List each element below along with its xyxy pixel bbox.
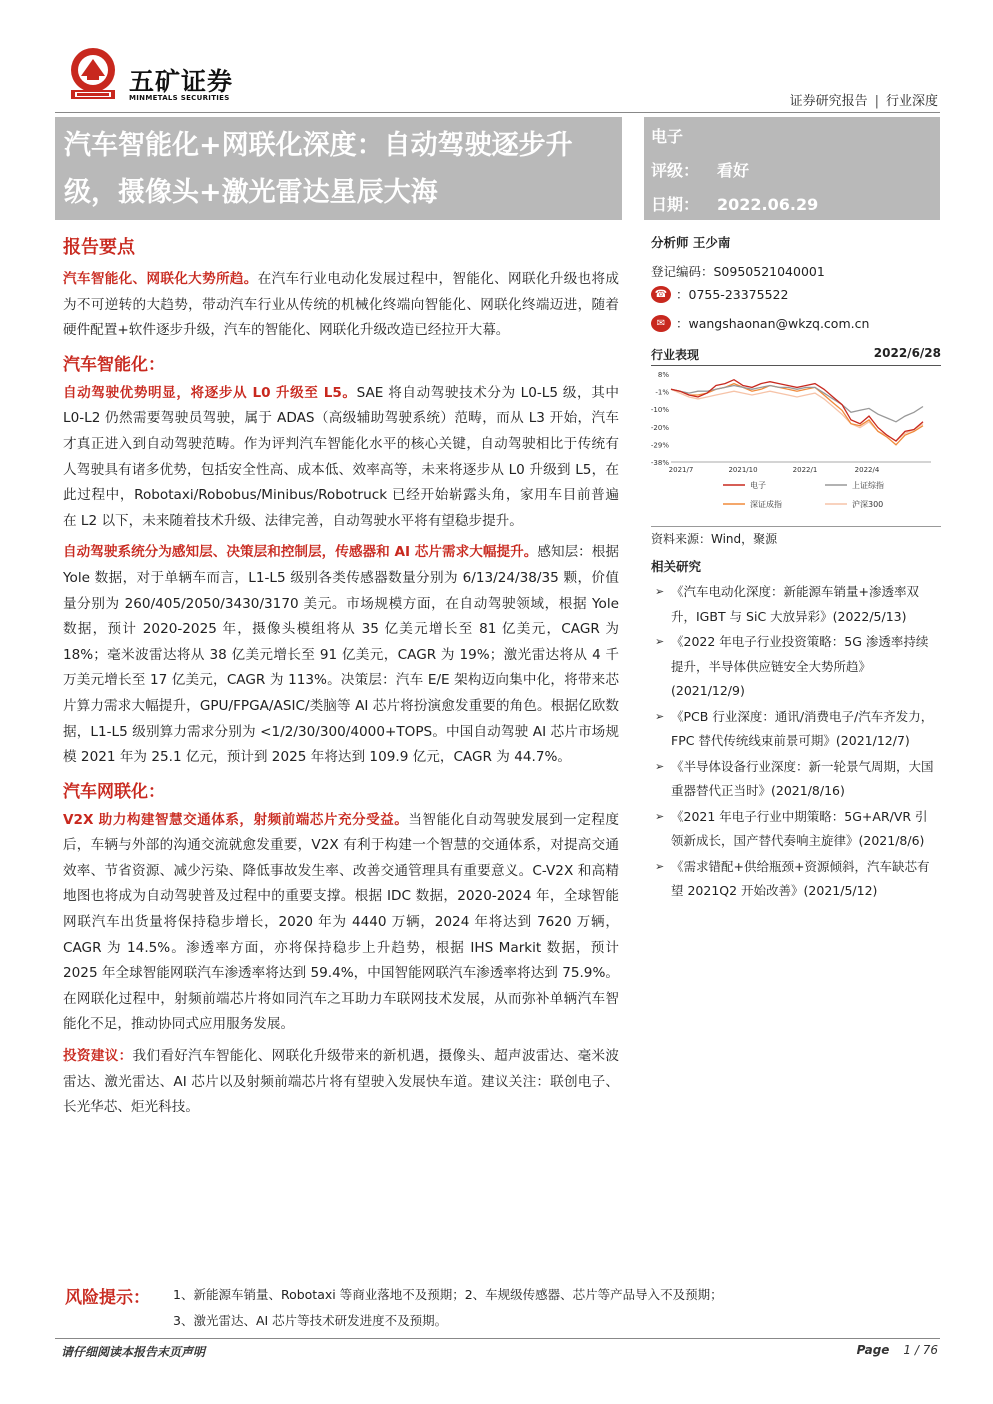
arrow-right-icon: ➢ <box>655 859 665 873</box>
industry-performance-chart <box>645 368 941 518</box>
breadcrumb-category: 行业深度 <box>885 94 938 109</box>
analyst-email-row <box>651 312 941 335</box>
performance-divider <box>651 365 941 366</box>
section1-paragraph2 <box>63 540 619 770</box>
y-tick-label: -29% <box>650 441 669 450</box>
analyst-phone-row <box>651 283 941 306</box>
analyst-panel <box>651 233 941 335</box>
section-intelligent-heading: 汽车智能化： <box>63 354 165 375</box>
risk-line-1: 1、新能源车销量、Robotaxi 等商业落地不及预期；2、车规级传感器、芯片等产品导入不及预期； <box>173 1287 723 1302</box>
related-item-text: 《PCB 行业深度：通讯/消费电子/汽车齐发力，FPC 替代传统线束前景可期》(2021/12/7) <box>671 708 934 748</box>
section-connected-heading: 汽车网联化： <box>63 781 165 802</box>
analyst-email[interactable]: ：wangshaonan@wkzq.com.cn <box>676 316 870 331</box>
x-tick-label: 2021/10 <box>728 466 758 474</box>
footer-disclaimer: 请仔细阅读本报告末页声明 <box>61 1345 206 1359</box>
brand-logo-icon <box>67 46 119 102</box>
related-item[interactable] <box>651 755 939 804</box>
related-item[interactable] <box>651 580 939 629</box>
rating-row <box>651 158 749 181</box>
page-value: 1 / 76 <box>903 1343 938 1357</box>
analyst-reg-row <box>651 260 941 283</box>
section1-p2-lead: 自动驾驶系统分为感知层、决策层和控制层，传感器和 AI 芯片需求大幅提升。 <box>63 544 538 561</box>
related-item-text: 《半导体设备行业深度：新一轮景气周期，大国重器替代正当时》(2021/8/16) <box>671 758 934 798</box>
brand-name-cn: 五矿证券 <box>129 67 234 96</box>
brand-name-en: MINMETALS SECURITIES <box>129 94 230 102</box>
x-tick-label: 2021/7 <box>668 466 694 474</box>
series-line <box>671 384 923 445</box>
breadcrumb-report-type: 证券研究报告 <box>789 94 868 109</box>
rating-value: 看好 <box>717 161 750 180</box>
section1-p1-lead: 自动驾驶优势明显，将逐步从 L0 升级至 L5。 <box>63 384 357 401</box>
email-icon: ✉ <box>651 315 671 332</box>
analyst-name: 分析师 王少南 <box>651 235 731 250</box>
investment-advice-paragraph <box>63 1044 619 1121</box>
breadcrumb <box>790 90 938 109</box>
risk-line-2: 3、激光雷达、AI 芯片等技术研发进度不及预期。 <box>173 1313 448 1328</box>
investment-advice-text: 我们看好汽车智能化、网联化升级带来的新机遇，摄像头、超声波雷达、毫米波雷达、激光雷达、AI 芯片以及射频前端芯片将有望驶入发展快车道。建议关注：联创电子、长光华芯、炬光科技。 <box>63 1048 620 1116</box>
header-divider <box>55 112 940 113</box>
performance-title: 行业表现 <box>651 348 700 362</box>
section2-p1-text: 当智能化自动驾驶发展到一定程度后，车辆与外部的沟通交流就愈发重要，V2X 有利于构建一个智慧的交通体系，对提高交通效率、节省资源、减少污染、降低事故发生率、改善交通管理具有重要意义。C-V2X 和高精地图也将成为自动驾驶普及过程中的重要支撑。根据 IDC 数据，2020-2024 年，全球智能网联汽车出货量将保持稳步增长，2020 年为 4440 万辆，2024 年将达到 7620 万辆，CAGR 为 14.5%。渗透率方面，亦将保持稳步上升趋势，根据 IHS Markit 数据，预计 2025 年全球智能网联汽车渗透率将达到 59.4%，中国智能网联汽车渗透率将达到 75.9%。在网联化过程中，射频前端芯片将如同汽车之耳助力车联网技术发展，从而弥补单辆汽车智能化不足，推动协同式应用服务发展。 <box>63 811 619 1033</box>
legend-label: 沪深300 <box>852 500 884 509</box>
analyst-reg: 登记编码：S0950521040001 <box>651 264 825 279</box>
y-tick-label: -38% <box>650 459 669 467</box>
arrow-right-icon: ➢ <box>655 809 665 823</box>
y-tick-label: -1% <box>655 388 669 397</box>
chart-canvas <box>645 368 941 518</box>
related-item[interactable] <box>651 855 939 904</box>
sector-label: 电子 <box>651 127 684 146</box>
date-row <box>651 192 818 215</box>
arrow-right-icon: ➢ <box>655 635 665 648</box>
related-item-text: 《2021 年电子行业中期策略：5G+AR/VR 引领新成长，国产替代奏响主旋律》(2021/8/6) <box>671 808 928 848</box>
footer-divider <box>55 1338 940 1339</box>
related-item[interactable] <box>651 705 939 754</box>
risk-label: 风险提示： <box>65 1288 150 1308</box>
report-title: 汽车智能化+网联化深度：自动驾驶逐步升级，摄像头+激光雷达星辰大海 <box>64 130 573 208</box>
page-number <box>857 1343 938 1357</box>
arrow-right-icon: ➢ <box>655 709 665 723</box>
related-item-text: 《汽车电动化深度：新能源车销量+渗透率双升，IGBT 与 SiC 大放异彩》(2022/5/13) <box>671 584 919 624</box>
performance-header <box>651 346 941 363</box>
legend-label: 上证综指 <box>852 481 884 490</box>
section1-p2-text: 感知层：根据 Yole 数据，对于单辆车而言，L1-L5 级别各类传感器数量分别为 6/13/24/38/35 颗，价值量分别为 260/405/2050/3430/3170 美元。市场规模方面，在自动驾驶领域，根据 Yole 数据，预计 2020-2025 年，摄像头模组将从 35 亿美元增长至 81 亿美元，CAGR 为 18%；毫米波雷达将从 38 亿美元增长至 91 亿美元，CAGR 为 19%；激光雷达将从 4 千万美元增长至 17 亿美元，CAGR 为 113%。决策层：汽车 E/E 架构迈向集中化，将带来芯片算力需求大幅提升，GPU/FPGA/ASIC/类脑等 AI 芯片将扮演愈发重要的角色。根据亿欧数据，L1-L5 级别算力需求分别为 <1/2/30/300/4000+TOPS。中国自动驾驶 AI 芯片市场规模 2021 年为 25.1 亿元，预计到 2025 年将达到 109.9 亿元，CAGR 为 44.7%。 <box>63 544 620 766</box>
investment-advice-lead: 投资建议： <box>63 1048 133 1065</box>
related-item[interactable] <box>651 630 939 704</box>
section1-p1-text: SAE 将自动驾驶技术分为 L0-L5 级，其中 L0-L2 仍然需要驾驶员驾驶，属于 ADAS（高级辅助驾驶系统）范畴，而从 L3 开始，汽车才真正进入到自动驾驶范畴。作为评判汽车智能化水平的核心关键，自动驾驶相比于传统有人驾驶具有诸多优势，包括安全性高、成本低、效率高等，未来将逐步从 L0 升级到 L5，在此过程中，Robotaxi/Robobus/Minibus/Robotruck 已经开始崭露头角，家用车目前普遍在 L2 以下，未来随着技术升级、法律完善，自动驾驶水平将有望稳步提升。 <box>63 384 619 529</box>
y-tick-label: -10% <box>650 406 669 415</box>
related-item-text: 《2022 年电子行业投资策略：5G 渗透率持续提升，半导体供应链安全大势所趋》(2021/12/9) <box>671 634 929 698</box>
legend-label: 深证成指 <box>750 500 782 509</box>
y-tick-label: 8% <box>657 371 669 379</box>
section2-p1-lead: V2X 助力构建智慧交通体系，射频前端芯片充分受益。 <box>63 811 409 828</box>
date-value: 2022.06.29 <box>717 195 819 214</box>
section2-paragraph1 <box>63 808 619 1038</box>
x-tick-label: 2022/4 <box>854 466 880 474</box>
page-label: Page <box>856 1343 890 1357</box>
arrow-right-icon: ➢ <box>655 759 665 773</box>
intro-paragraph <box>63 267 619 344</box>
date-label: 日期： <box>651 195 700 214</box>
x-tick-label: 2022/1 <box>792 466 818 474</box>
intro-text: 在汽车行业电动化发展过程中，智能化、网联化升级也将成为不可逆转的大趋势，带动汽车行业从传统的机械化终端向智能化、网联化终端迈进，随着硬件配置+软件逐步升级，汽车的智能化、网联化升级改造已经拉开大幕。 <box>63 271 620 339</box>
chart-source: 资料来源：Wind，聚源 <box>651 532 778 546</box>
y-tick-label: -20% <box>650 423 669 432</box>
phone-icon: ☎ <box>651 286 671 303</box>
source-divider <box>651 526 941 527</box>
related-research-list <box>651 580 939 905</box>
intro-lead: 汽车智能化、网联化大势所趋。 <box>63 271 258 287</box>
analyst-phone: ：0755-23375522 <box>676 287 789 302</box>
section1-paragraph1 <box>63 381 619 535</box>
arrow-right-icon: ➢ <box>655 585 665 598</box>
main-content <box>63 233 619 1127</box>
performance-date: 2022/6/28 <box>873 346 941 360</box>
summary-heading: 报告要点 <box>63 237 135 258</box>
related-item[interactable] <box>651 805 939 854</box>
legend-label: 电子 <box>750 481 766 490</box>
related-item-text: 《需求错配+供给瓶颈+资源倾斜，汽车缺芯有望 2021Q2 开始改善》(2021/5/12) <box>671 858 930 898</box>
related-research-title: 相关研究 <box>651 559 702 574</box>
breadcrumb-separator: | <box>874 94 879 109</box>
rating-label: 评级： <box>651 161 700 180</box>
